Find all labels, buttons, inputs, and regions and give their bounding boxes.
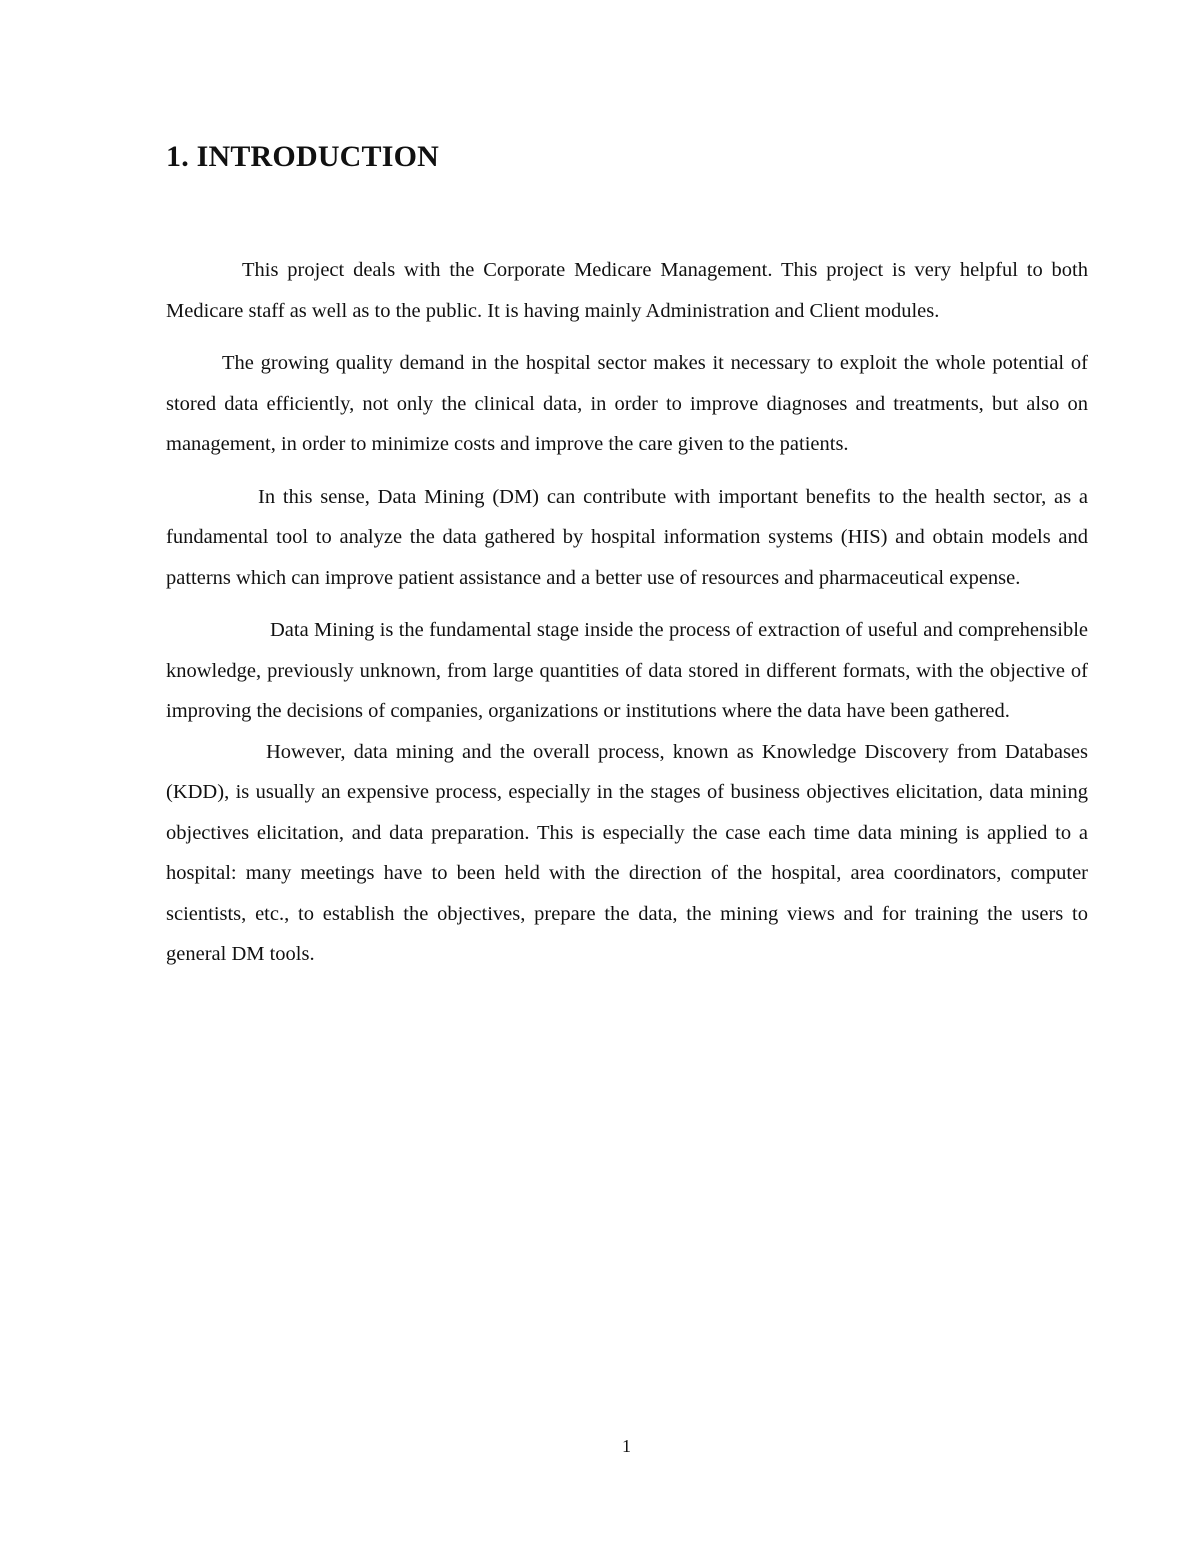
- section-heading: 1. INTRODUCTION: [166, 140, 440, 173]
- paragraph-quality-demand: The growing quality demand in the hospital sector makes it necessary to exploit the whole potential of stored data efficiently, not only the clinical data, in order to improve diagnoses and treatments, but also on management, in order to minimize costs and improve the care given to the patients.: [166, 352, 1088, 455]
- paragraph-kdd-process: However, data mining and the overall process, known as Knowledge Discovery from Databases (KDD), is usually an expensive process, especially in the stages of business objectives elicitation, data mining objectives elicitation, and data preparation. This is especially the case each time data mining is applied to a hospital: many meetings have to been held with the direction of the hospital, area coordinators, computer scientists, etc., to establish the objectives, prepare the data, the mining views and for training the users to general DM tools.: [166, 740, 1088, 965]
- paragraph-data-mining-definition: Data Mining is the fundamental stage inside the process of extraction of useful and comprehensible knowledge, previously unknown, from large quantities of data stored in different formats, with the objective of improving the decisions of companies, organizations or institutions where the data have been gathered.: [166, 619, 1088, 722]
- paragraph-data-mining-benefits: In this sense, Data Mining (DM) can contribute with important benefits to the health sector, as a fundamental tool to analyze the data gathered by hospital information systems (HIS) and obtain models and patterns which can improve patient assistance and a better use of resources and pharmaceutical expense.: [166, 485, 1088, 589]
- page-number: 1: [622, 1436, 631, 1456]
- body-text: [166, 250, 1088, 975]
- paragraph-intro: This project deals with the Corporate Medicare Management. This project is very helpful to both Medicare staff as well as to the public. It is having mainly Administration and Client modules.: [166, 259, 1088, 322]
